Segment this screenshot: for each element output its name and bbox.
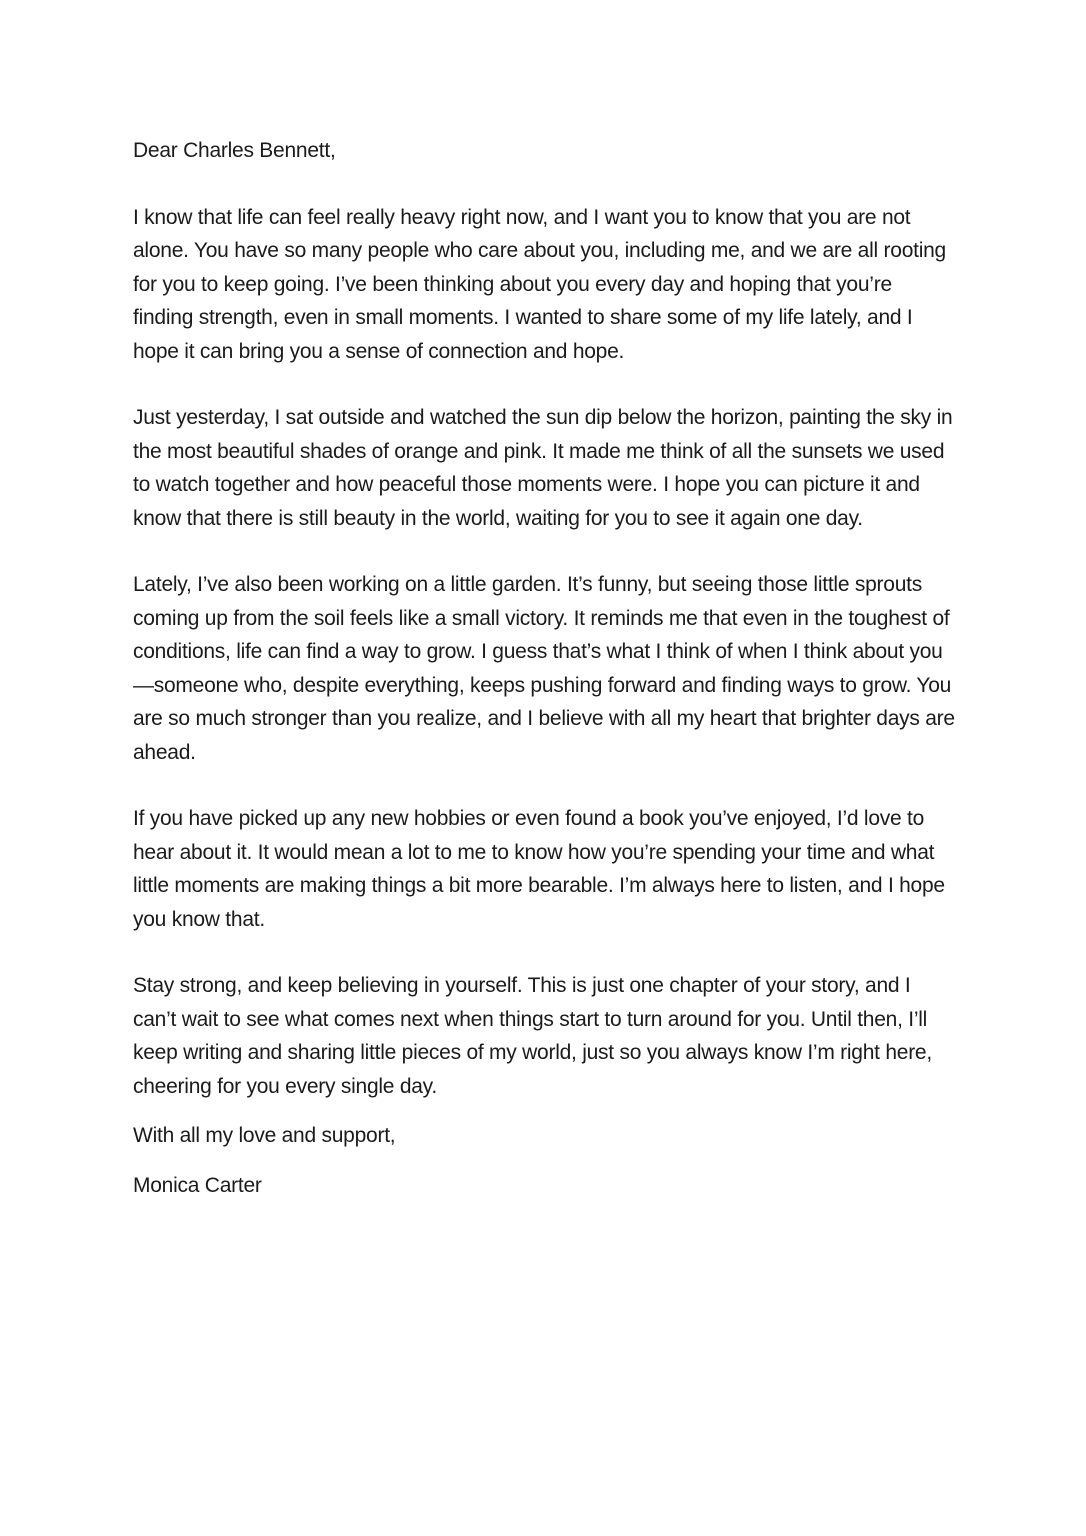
signature-name: Monica Carter	[133, 1173, 262, 1197]
letter-paragraph-2: Just yesterday, I sat outside and watched the sun dip below the horizon, painting the sky in the most beautiful shades of orange and pink. It made me think of all the sunsets we used to watch together and how peaceful those moments were. I hope you can picture it and know that there is still beauty in the world, waiting for you to see it again one day.	[133, 406, 953, 530]
letter-paragraph-1: I know that life can feel really heavy right now, and I want you to know that you are not alone. You have so many people who care about you, including me, and we are all rooting for you to keep going. I’ve been thinking about you every day and hoping that you’re finding strength, even in small moments. I wanted to share some of my life lately, and I hope it can bring you a sense of connection and hope.	[133, 205, 946, 363]
letter-paragraph-4: If you have picked up any new hobbies or even found a book you’ve enjoyed, I’d love to hear about it. It would mean a lot to me to know how you’re spending your time and what little moments are making things a bit more bearable. I’m always here to listen, and I hope you know that.	[133, 807, 945, 931]
letter-paragraph-5: Stay strong, and keep believing in yourself. This is just one chapter of your story, and I can’t wait to see what comes next when things start to turn around for you. Until then, I’ll keep writing and sharing little pieces of my world, just so you always know I’m right here, cheering for you every single day.	[133, 974, 932, 1098]
closing-line: With all my love and support,	[133, 1124, 396, 1147]
letter-paragraph-3: Lately, I’ve also been working on a little garden. It’s funny, but seeing those little sprouts coming up from the soil feels like a small victory. It reminds me that even in the toughest of conditions, life can find a way to grow. I guess that’s what I think of when I think about you—someone who, despite everything, keeps pushing forward and finding ways to grow. You are so much stronger than you realize, and I believe with all my heart that brighter days are ahead.	[133, 573, 955, 764]
salutation: Dear Charles Bennett,	[133, 139, 336, 162]
